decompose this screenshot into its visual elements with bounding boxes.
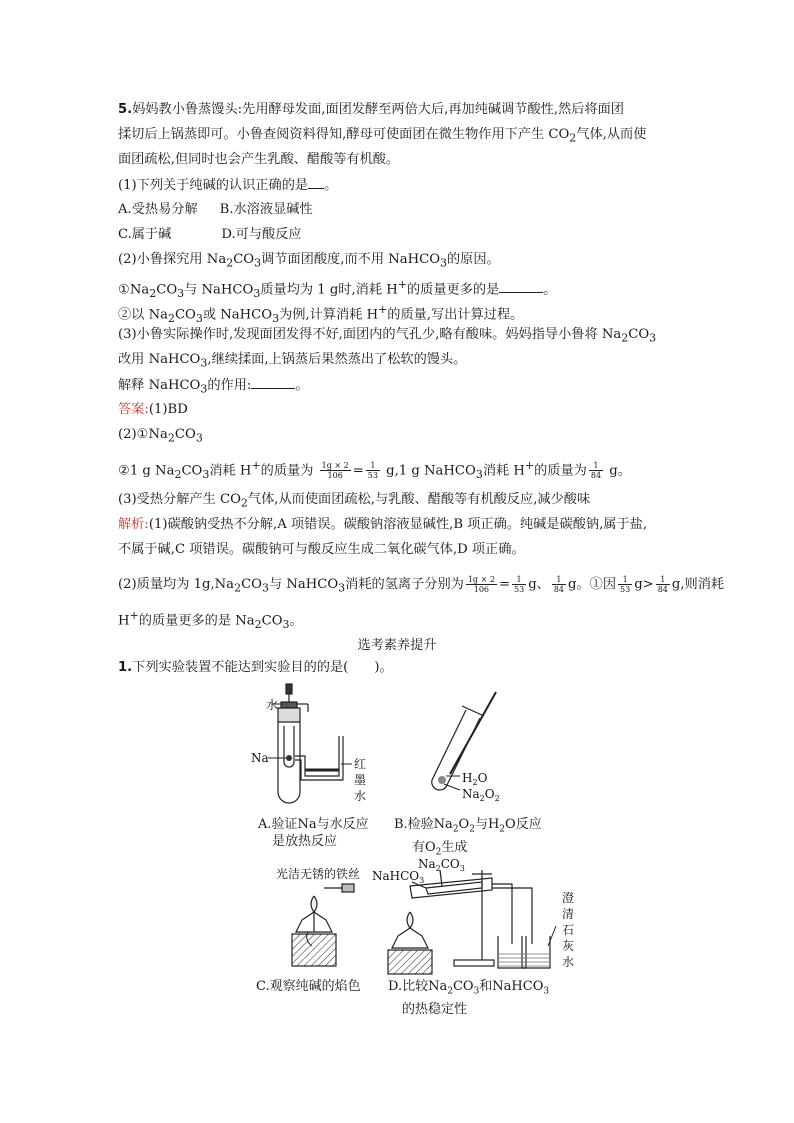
q5-sub3-line2: 改用 NaHCO$_3$,继续揉面,上锅蒸后果然蒸出了松软的馒头。	[118, 352, 467, 370]
q5-stem-line1: 5.妈妈教小鲁蒸馒头:先用酵母发面,面团发酵至两倍大后,再加纯碱调节酸性,然后将面团	[118, 102, 624, 117]
q5-stem-line3: 面团疏松,但同时也会产生乳酸、醋酸等有机酸。	[118, 152, 400, 167]
label-ink-2: 墨	[354, 773, 367, 787]
q5-sub2: (2)小鲁探究用 $Na_2CO_3$调节面团酸度,而不用 NaHCO$_3$的原因。	[118, 252, 500, 270]
q5-sub3-line3: 解释 NaHCO$_3$的作用: 。	[118, 378, 309, 396]
label-lime-2: 清	[562, 907, 575, 921]
caption-a: A.验证Na与水反应 是放热反应	[258, 817, 369, 849]
option-b: B.水溶液显碱性	[219, 202, 313, 217]
fraction: $\frac{1g \times 2}{106}$	[321, 461, 349, 481]
figure-d-apparatus	[370, 856, 580, 978]
section-title: 选考素养提升	[357, 638, 437, 653]
q5-stem-line2: 揉切后上锅蒸即可。小鲁查阅资料得知,酵母可使面团在微生物作用下产生 $CO_2$气体,从而使	[118, 127, 647, 145]
q5-sub2-2: ②以 $Na_2CO_3$或 NaHCO$_3$为例,计算消耗 H+的质量,写出计算过程。	[118, 303, 524, 326]
label-water: 水	[266, 698, 279, 712]
caption-b: B.检验$Na_2O_2$与$H_2O$反应 有$O_2$生成	[394, 817, 542, 858]
label-lime-4: 灰	[562, 939, 575, 953]
q5-sub3-line1: (3)小鲁实际操作时,发现面团发得不好,面团内的气孔少,略有酸味。妈妈指导小鲁将 $Na_2CO_3$	[118, 327, 657, 345]
label-lime-3: 石	[562, 923, 575, 937]
fraction: $\frac{1}{84}$	[553, 575, 565, 594]
analysis-line4: H+的质量更多的是 $Na_2CO_3$。	[118, 609, 303, 632]
figure-b-apparatus	[414, 690, 524, 810]
label-ink-3: 水	[354, 789, 367, 803]
q5-options-cd	[118, 226, 302, 244]
caption-c: C.观察纯碱的焰色	[256, 979, 361, 994]
answer-label: 答案:	[118, 402, 149, 417]
answer-line2: $(2)①Na_2CO_3$	[118, 427, 203, 445]
q5-sub2-1: $①Na_2CO_3$与 NaHCO$_3$质量均为 1 g时,消耗 H+的质量更多的是 。	[118, 278, 557, 301]
analysis-line2: 不属于碱,C 项错误。碳酸钠可与酸反应生成二氧化碳气体,D 项正确。	[118, 542, 525, 557]
fraction: $\frac{1}{53}$	[367, 461, 378, 481]
q1-stem: 1.下列实验装置不能达到实验目的的是( )。	[118, 660, 393, 675]
answer-line1: 答案:(1)BD	[118, 402, 188, 417]
label-na: Na	[251, 751, 269, 765]
label-lime-1: 澄	[562, 891, 575, 905]
fraction: $\frac{1}{53}$	[620, 575, 631, 594]
q5-options-ab	[118, 201, 313, 219]
q5-sub1: (1)下列关于纯碱的认识正确的是 。	[118, 178, 338, 193]
label-wire: 光洁无锈的铁丝	[276, 867, 361, 881]
answer-blank	[251, 376, 295, 389]
fraction: $\frac{1g \times 2}{106}$	[467, 575, 495, 594]
analysis-line3: (2)质量均为 $1g,Na_2CO_3$与 NaHCO$_3$消耗的氢离子分别为 $\frac{1g \times 2}{106}$ = $\frac{1}{53}$ g、 $\frac{1}{84}$ g。①因 $\frac{1}{53}$ g> $\frac{1}{84}$ g,则消耗	[118, 575, 725, 595]
analysis-line1: 解析:(1)碳酸钠受热不分解,A 项错误。碳酸钠溶液显碱性,B 项正确。纯碱是碳酸钠,属于盐,	[118, 517, 648, 532]
label-na2co3: $Na_2CO_3$	[418, 857, 465, 873]
answer-blank	[499, 280, 543, 293]
figure-c-apparatus	[266, 862, 386, 974]
caption-d: D.比较$Na_2CO_3$和NaHCO$_3$ 的热稳定性	[388, 979, 550, 1017]
analysis-label: 解析:	[118, 517, 149, 532]
option-d: D.可与酸反应	[221, 227, 302, 242]
fraction: $\frac{1}{53}$	[514, 575, 525, 594]
option-c: C.属于碱	[118, 227, 172, 242]
fraction: $\frac{1}{84}$	[590, 461, 602, 481]
label-na2o2: $Na_2O_2$	[462, 787, 500, 803]
label-ink-1: 红	[354, 757, 367, 771]
q1-number: 1.	[118, 660, 133, 675]
figure-a-apparatus	[248, 682, 388, 814]
label-h2o: $H_2O$	[462, 771, 488, 787]
answer-line4: (3)受热分解产生 $CO_2$气体,从而使面团疏松,与乳酸、醋酸等有机酸反应,减少酸味	[118, 492, 591, 510]
fraction: $\frac{1}{84}$	[657, 575, 668, 594]
option-a: A.受热易分解	[118, 202, 198, 217]
label-nahco3: NaHCO$_3$	[372, 869, 425, 885]
answer-blank	[308, 176, 324, 189]
label-lime-5: 水	[562, 955, 575, 969]
answer-line3: ②1 g $Na_2CO_3$消耗 H+的质量为 $\frac{1g \times 2}{106}$ = $\frac{1}{53}$ g,1 g NaHCO$_3$消耗 H+的质量为 $\frac{1}{84}$ g。	[118, 459, 631, 482]
q5-number: 5.	[118, 102, 133, 117]
